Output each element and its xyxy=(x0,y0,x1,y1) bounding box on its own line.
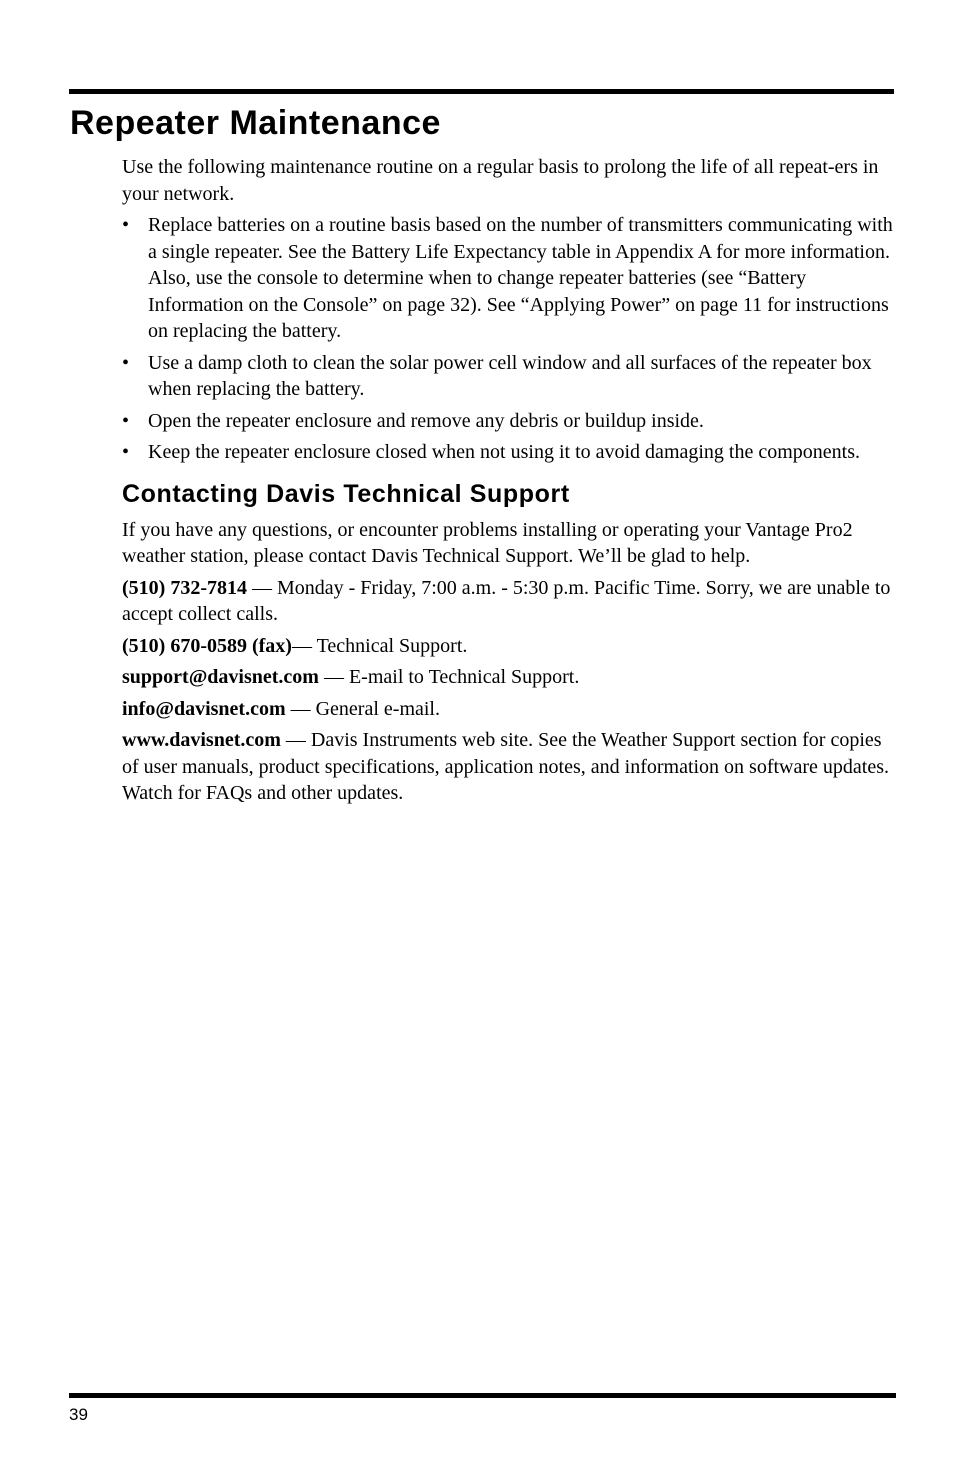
contact-fax-text: — Technical Support. xyxy=(291,634,468,657)
header-rule xyxy=(69,89,894,94)
bullet-icon: • xyxy=(122,351,130,374)
contact-info-email-text: — General e-mail. xyxy=(285,697,440,720)
list-item-text: Replace batteries on a routine basis based on the number of transmitters communicating with a single repeater. See the Battery Life Expectancy table in Appendix A for more information. Also, use the console to determine when to change repeater batteries (see “Battery Information on the Console” on page 32). See “Applying Power” on page 11 for instructions on replacing the battery. xyxy=(148,214,893,342)
support-intro: If you have any questions, or encounter problems installing or operating your Vantage Pro2 weather station, please contact Davis Technical Support. We’ll be glad to help. xyxy=(122,518,853,567)
list-item-text: Open the repeater enclosure and remove any debris or buildup inside. xyxy=(148,409,704,432)
list-item xyxy=(122,212,894,345)
list-item-text: Keep the repeater enclosure closed when not using it to avoid damaging the components. xyxy=(148,441,861,463)
bullet-icon: • xyxy=(122,441,130,463)
contact-support-email-text: — E-mail to Technical Support. xyxy=(318,666,580,688)
contact-phone xyxy=(122,575,894,628)
contact-website xyxy=(122,727,894,807)
contact-info-email-label: info@davisnet.com xyxy=(122,697,286,720)
maintenance-list xyxy=(122,212,894,466)
contact-support-email-label: support@davisnet.com xyxy=(122,666,319,688)
page-title: Repeater Maintenance xyxy=(70,104,441,142)
bullet-icon: • xyxy=(122,214,130,236)
bullet-icon: • xyxy=(122,409,130,432)
contact-support-email xyxy=(122,664,894,691)
list-item-text: Use a damp cloth to clean the solar power cell window and all surfaces of the repeater box when replacing the battery. xyxy=(148,351,872,400)
contact-website-text: — Davis Instruments web site. See the Weather Support section for copies of user manuals, product specifications, application notes, and information on software updates. Watch for FAQs and other updates. xyxy=(122,729,890,804)
list-item xyxy=(122,439,894,466)
list-item xyxy=(122,350,894,403)
footer-rule xyxy=(69,1393,896,1398)
contact-info-email xyxy=(122,696,894,723)
maintenance-intro: Use the following maintenance routine on a regular basis to prolong the life of all repeat-ers in your network. xyxy=(122,156,879,205)
contact-phone-text: — Monday - Friday, 7:00 a.m. - 5:30 p.m. Pacific Time. Sorry, we are unable to accept collect calls. xyxy=(122,576,891,625)
support-heading: Contacting Davis Technical Support xyxy=(122,479,570,508)
page-content xyxy=(122,154,894,812)
contact-fax xyxy=(122,633,894,660)
page-number: 39 xyxy=(69,1405,88,1424)
contact-website-label: www.davisnet.com xyxy=(122,729,281,751)
contact-phone-label: (510) 732-7814 xyxy=(122,576,247,599)
list-item xyxy=(122,408,894,435)
contact-fax-label: (510) 670-0589 (fax) xyxy=(122,634,292,657)
